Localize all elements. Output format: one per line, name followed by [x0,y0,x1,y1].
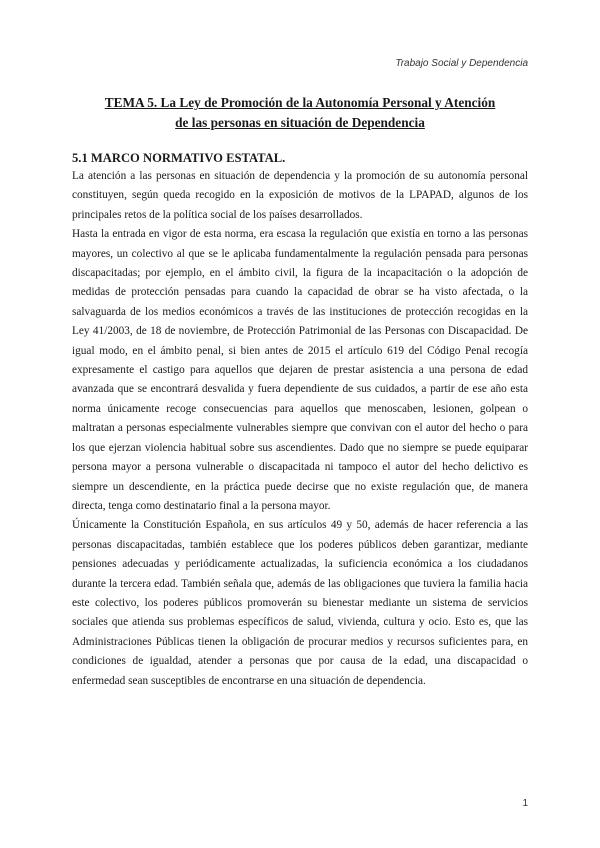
body-text [72,167,528,691]
running-header: Trabajo Social y Dependencia [395,58,528,69]
paragraph-2: Hasta la entrada en vigor de esta norma, era escasa la regulación que existía en torno a las personas mayores, un colectivo al que se le aplicaba fundamentalmente la regulación pensada para personas discapacitadas; por ejemplo, en el ámbito civil, la figura de la incapacitación o la adopción de medidas de protección pensadas para cuando la capacidad de obrar se ha visto afectada, o la salvaguarda de los medios económicos a través de las instituciones de protección recogidas en la Ley 41/2003, de 18 de noviembre, de Protección Patrimonial de las Personas con Discapacidad. De igual modo, en el ámbito penal, si bien antes de 2015 el artículo 619 del Código Penal recogía expresamente el castigo para aquellos que dejaren de prestar asistencia a una persona de edad avanzada que se encontrará desvalida y fuera dependiente de sus cuidados, a partir de ese año esta norma únicamente recoge consecuencias para aquellos que menoscaben, lesionen, golpean o maltratan a personas especialmente vulnerables siempre que convivan con el autor del hecho o para los que ejerzan violencia habitual sobre sus ascendientes. Dado que no siempre se puede equiparar persona mayor a persona vulnerable o discapacitada ni tampoco el autor del hecho delictivo es siempre un descendiente, en la práctica puede decirse que no existe regulación que, de manera directa, tenga como destinatario final a la persona mayor. [72,228,528,512]
paragraph-1: La atención a las personas en situación de dependencia y la promoción de su autonomía personal constituyen, según queda recogido en la exposición de motivos de la LPAPAD, algunos de los principales retos de la política social de los países desarrollados. [72,170,528,221]
title-line-2: de las personas en situación de Dependencia [175,115,425,130]
title-line-1: TEMA 5. La Ley de Promoción de la Autonomía Personal y Atención [104,95,496,110]
page-title [72,93,528,133]
section-heading: 5.1 MARCO NORMATIVO ESTATAL. [72,151,286,165]
page-number: 1 [522,798,528,809]
paragraph-3: Únicamente la Constitución Española, en sus artículos 49 y 50, además de hacer referencia a las personas discapacitadas, también establece que los poderes públicos deben garantizar, mediante pensiones adecuadas y periódicamente actualizadas, la suficiencia económica a los ciudadanos durante la tercera edad. También señala que, además de las obligaciones que tuviera la familia hacia este colectivo, los poderes públicos promoverán su bienestar mediante un sistema de servicios sociales que atienda sus problemas específicos de salud, vivienda, cultura y ocio. Esto es, que las Administraciones Públicas tienen la obligación de procurar medios y recursos suficientes para, en condiciones de igualdad, atender a personas que por causa de la edad, una discapacidad o enfermedad sean susceptibles de encontrarse en una situación de dependencia. [72,519,528,687]
